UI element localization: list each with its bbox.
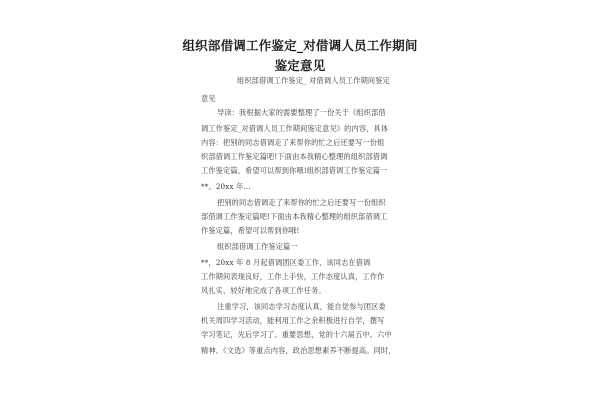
- body-line: 风扎实，较好地完成了各项工作任务。: [201, 286, 326, 295]
- body-line: 作鉴定篇，希望可以帮到你哦!: [201, 226, 300, 235]
- body-line: 织部借调工作鉴定篇吧!下面由本我精心整理的组织部借调: [201, 152, 388, 161]
- body-line: 工作鉴定篇，希望可以帮到你哦!组织部借调工作鉴定篇一: [201, 166, 388, 175]
- body-line: 机关周四学习活动，能利用工作之余积极进行自学，撰写: [201, 316, 385, 325]
- body-line: 把别的同志借调走了来帮你的忙之后还要写一份组织: [217, 198, 386, 207]
- body-line: 部借调工作鉴定篇吧!下面由本我精心整理的组织部借调工: [201, 212, 388, 221]
- document-title-line-1: 组织部借调工作鉴定_对借调人员工作期间: [182, 38, 418, 53]
- body-line: 调工作鉴定_对借调人员工作期间鉴定意见》的内容，具体: [201, 124, 389, 133]
- body-line: 意见: [201, 94, 216, 103]
- body-line: 精神、《文选》等重点内容，政治思想素养不断提高。同时，: [201, 346, 396, 355]
- body-line: 学习笔记，先后学习了、重要思想，党的十六届五中、六中: [201, 330, 392, 339]
- body-line: 导读：我根据大家的需要整理了一份关于《组织部借: [217, 108, 386, 117]
- document-title-line-2: 鉴定意见: [274, 58, 326, 73]
- body-line: **。20xx 年...: [201, 182, 251, 191]
- body-line: 组织部借调工作鉴定_ 对借调人员工作期间鉴定: [237, 76, 390, 85]
- body-line: 组织部借调工作鉴定篇一: [217, 242, 298, 251]
- body-line: 注重学习，该同志学习态度认真，能自觉参与团区委: [217, 302, 386, 311]
- body-line: **，20xx 年 8 月起借调团区委工作，该同志在借调: [201, 258, 371, 267]
- body-line: 内容：把别的同志借调走了来帮你的忙之后还要写一份组: [201, 138, 385, 147]
- body-line: 工作期间表现良好，工作上手快，工作态度认真，工作作: [201, 272, 385, 281]
